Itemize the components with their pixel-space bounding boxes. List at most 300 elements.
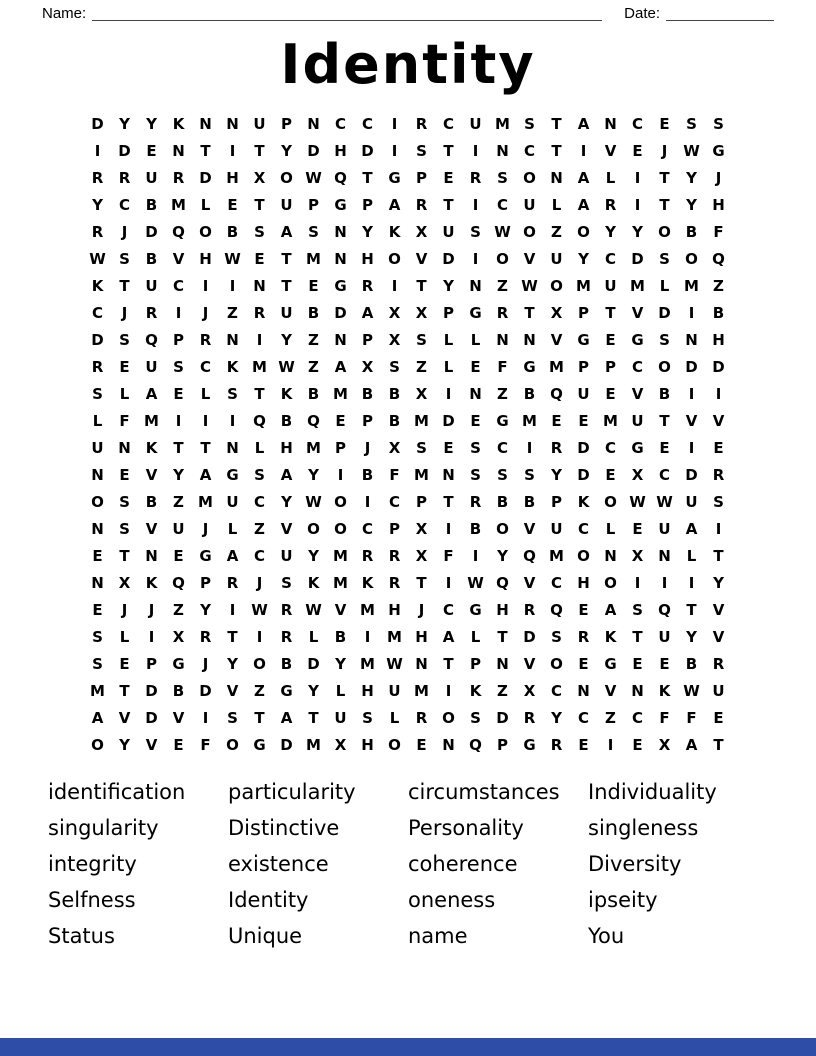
name-blank-line[interactable] xyxy=(92,6,602,21)
grid-letter: B xyxy=(388,384,401,403)
grid-letter: I xyxy=(634,195,641,214)
grid-letter: C xyxy=(199,357,211,376)
grid-letter: D xyxy=(361,141,374,160)
grid-letter: L xyxy=(686,546,697,565)
grid-letter: R xyxy=(712,654,725,673)
grid-letter: V xyxy=(523,573,536,592)
grid-letter: S xyxy=(470,465,481,484)
grid-letter: M xyxy=(603,411,618,430)
grid-letter: N xyxy=(523,330,536,349)
grid-letter: G xyxy=(334,276,347,295)
grid-letter: F xyxy=(659,708,670,727)
grid-letter: R xyxy=(604,195,617,214)
grid-letter: D xyxy=(685,357,698,376)
grid-letter: J xyxy=(661,141,668,160)
grid-letter: E xyxy=(605,465,616,484)
grid-letter: S xyxy=(416,438,427,457)
word-list-item: Selfness xyxy=(48,888,136,912)
grid-letter: Q xyxy=(172,222,185,241)
grid-letter: C xyxy=(631,114,643,133)
grid-letter: C xyxy=(496,195,508,214)
grid-letter: C xyxy=(658,465,670,484)
grid-letter: T xyxy=(281,249,292,268)
grid-letter: E xyxy=(713,438,724,457)
grid-letter: G xyxy=(712,141,725,160)
grid-letter: C xyxy=(577,708,589,727)
grid-letter: U xyxy=(685,492,698,511)
grid-letter: N xyxy=(307,114,320,133)
grid-letter: E xyxy=(173,546,184,565)
grid-letter: M xyxy=(360,600,375,619)
grid-letter: S xyxy=(119,519,130,538)
grid-letter: P xyxy=(281,114,292,133)
grid-letter: Z xyxy=(173,492,184,511)
grid-letter: O xyxy=(91,492,104,511)
grid-letter: R xyxy=(415,195,428,214)
grid-letter: B xyxy=(145,195,158,214)
grid-letter: V xyxy=(712,600,725,619)
grid-letter: V xyxy=(280,519,293,538)
grid-letter: N xyxy=(91,465,104,484)
grid-row xyxy=(84,461,732,488)
grid-letter: L xyxy=(443,330,454,349)
grid-letter: N xyxy=(442,465,455,484)
grid-letter: G xyxy=(388,168,401,187)
grid-letter: A xyxy=(280,708,293,727)
grid-letter: M xyxy=(630,276,645,295)
grid-letter: P xyxy=(470,654,481,673)
grid-letter: M xyxy=(549,357,564,376)
grid-letter: B xyxy=(361,384,374,403)
grid-letter: E xyxy=(119,357,130,376)
grid-letter: G xyxy=(253,735,266,754)
grid-letter: C xyxy=(604,249,616,268)
grid-letter: D xyxy=(712,357,725,376)
grid-letter: A xyxy=(226,546,239,565)
grid-letter: Y xyxy=(605,222,616,241)
grid-letter: U xyxy=(658,627,671,646)
word-list-item: Unique xyxy=(228,924,303,948)
grid-letter: Z xyxy=(308,330,319,349)
grid-letter: F xyxy=(200,735,211,754)
grid-letter: W xyxy=(224,249,241,268)
grid-letter: N xyxy=(685,330,698,349)
grid-letter: T xyxy=(308,708,319,727)
grid-letter: E xyxy=(254,249,265,268)
grid-letter: S xyxy=(713,114,724,133)
grid-letter: O xyxy=(577,222,590,241)
grid-letter: T xyxy=(659,195,670,214)
grid-letter: L xyxy=(254,438,265,457)
grid-letter: E xyxy=(578,600,589,619)
grid-letter: N xyxy=(577,681,590,700)
grid-letter: R xyxy=(550,735,563,754)
grid-letter: B xyxy=(685,222,698,241)
grid-letter: X xyxy=(415,546,428,565)
grid-letter: P xyxy=(389,519,400,538)
grid-letter: Z xyxy=(416,357,427,376)
grid-letter: B xyxy=(388,411,401,430)
grid-letter: I xyxy=(445,519,452,538)
grid-letter: B xyxy=(685,654,698,673)
grid-letter: B xyxy=(172,681,185,700)
grid-letter: L xyxy=(659,276,670,295)
grid-letter: E xyxy=(416,735,427,754)
grid-letter: O xyxy=(334,492,347,511)
grid-letter: U xyxy=(280,195,293,214)
grid-letter: E xyxy=(578,411,589,430)
grid-letter: L xyxy=(335,681,346,700)
grid-letter: Y xyxy=(713,573,724,592)
grid-letter: R xyxy=(361,546,374,565)
grid-letter: J xyxy=(202,519,209,538)
grid-letter: I xyxy=(688,303,695,322)
grid-letter: Y xyxy=(281,141,292,160)
grid-letter: X xyxy=(631,546,644,565)
grid-letter: S xyxy=(389,357,400,376)
grid-letter: B xyxy=(280,411,293,430)
grid-letter: Q xyxy=(550,600,563,619)
grid-letter: P xyxy=(497,735,508,754)
grid-letter: L xyxy=(119,384,130,403)
grid-letter: S xyxy=(281,573,292,592)
grid-letter: S xyxy=(686,114,697,133)
grid-letter: I xyxy=(715,384,722,403)
grid-letter: C xyxy=(604,438,616,457)
grid-letter: K xyxy=(658,681,671,700)
footer-bar xyxy=(0,1038,816,1056)
grid-letter: O xyxy=(550,654,563,673)
grid-letter: K xyxy=(226,357,239,376)
grid-letter: I xyxy=(580,141,587,160)
grid-letter: O xyxy=(307,519,320,538)
grid-letter: I xyxy=(526,438,533,457)
grid-letter: N xyxy=(334,330,347,349)
grid-letter: D xyxy=(658,303,671,322)
grid-letter: U xyxy=(523,195,536,214)
grid-letter: R xyxy=(496,303,509,322)
grid-row xyxy=(84,164,732,191)
grid-letter: K xyxy=(307,573,320,592)
grid-letter: A xyxy=(280,222,293,241)
grid-letter: Z xyxy=(254,681,265,700)
grid-letter: S xyxy=(173,357,184,376)
grid-letter: L xyxy=(389,708,400,727)
grid-letter: S xyxy=(119,330,130,349)
grid-letter: T xyxy=(362,168,373,187)
grid-letter: Z xyxy=(227,303,238,322)
grid-letter: I xyxy=(202,276,209,295)
grid-letter: V xyxy=(604,681,617,700)
grid-letter: V xyxy=(685,411,698,430)
date-blank-line[interactable] xyxy=(666,6,774,21)
grid-letter: O xyxy=(550,276,563,295)
grid-letter: F xyxy=(443,546,454,565)
grid-letter: J xyxy=(364,438,371,457)
grid-letter: I xyxy=(229,411,236,430)
grid-letter: D xyxy=(496,708,509,727)
grid-letter: N xyxy=(118,438,131,457)
grid-row xyxy=(84,353,732,380)
grid-letter: W xyxy=(305,492,322,511)
grid-letter: B xyxy=(280,654,293,673)
grid-letter: I xyxy=(202,708,209,727)
grid-letter: H xyxy=(199,249,212,268)
grid-letter: V xyxy=(118,708,131,727)
grid-letter: Z xyxy=(308,357,319,376)
grid-row xyxy=(84,731,732,758)
grid-letter: Q xyxy=(523,546,536,565)
grid-letter: Q xyxy=(469,735,482,754)
grid-letter: E xyxy=(308,276,319,295)
grid-letter: D xyxy=(685,465,698,484)
grid-letter: Q xyxy=(334,168,347,187)
grid-letter: X xyxy=(523,681,536,700)
grid-letter: S xyxy=(497,465,508,484)
grid-letter: V xyxy=(145,465,158,484)
grid-letter: L xyxy=(92,411,103,430)
grid-letter: E xyxy=(578,654,589,673)
grid-row xyxy=(84,218,732,245)
grid-letter: N xyxy=(334,249,347,268)
grid-letter: S xyxy=(497,168,508,187)
grid-letter: I xyxy=(256,627,263,646)
grid-letter: R xyxy=(145,303,158,322)
grid-letter: Y xyxy=(686,168,697,187)
grid-letter: K xyxy=(172,114,185,133)
grid-letter: T xyxy=(416,276,427,295)
grid-letter: P xyxy=(578,303,589,322)
grid-letter: T xyxy=(659,168,670,187)
grid-letter: R xyxy=(226,573,239,592)
grid-letter: Y xyxy=(119,114,130,133)
grid-letter: V xyxy=(523,249,536,268)
grid-letter: R xyxy=(91,357,104,376)
grid-letter: U xyxy=(442,222,455,241)
grid-letter: R xyxy=(118,168,131,187)
grid-letter: V xyxy=(226,681,239,700)
grid-letter: J xyxy=(715,168,722,187)
grid-letter: I xyxy=(175,411,182,430)
grid-letter: N xyxy=(172,141,185,160)
grid-letter: O xyxy=(523,222,536,241)
grid-letter: C xyxy=(91,303,103,322)
grid-letter: Z xyxy=(497,276,508,295)
grid-letter: T xyxy=(227,627,238,646)
grid-letter: R xyxy=(199,627,212,646)
grid-letter: T xyxy=(119,276,130,295)
grid-letter: G xyxy=(631,330,644,349)
grid-letter: N xyxy=(226,330,239,349)
grid-letter: K xyxy=(280,384,293,403)
grid-letter: Y xyxy=(92,195,103,214)
grid-letter: T xyxy=(524,303,535,322)
grid-letter: A xyxy=(577,168,590,187)
grid-letter: W xyxy=(251,600,268,619)
grid-letter: A xyxy=(685,519,698,538)
grid-letter: I xyxy=(391,141,398,160)
word-list-column xyxy=(588,774,816,954)
grid-letter: U xyxy=(604,276,617,295)
grid-letter: O xyxy=(199,222,212,241)
grid-letter: V xyxy=(523,519,536,538)
grid-letter: G xyxy=(334,195,347,214)
name-label: Name: xyxy=(42,5,87,22)
grid-letter: E xyxy=(605,330,616,349)
grid-letter: U xyxy=(145,168,158,187)
grid-letter: Q xyxy=(658,600,671,619)
grid-letter: L xyxy=(119,627,130,646)
grid-letter: I xyxy=(472,141,479,160)
grid-letter: R xyxy=(172,168,185,187)
grid-letter: O xyxy=(388,249,401,268)
grid-letter: T xyxy=(119,546,130,565)
grid-letter: X xyxy=(253,168,266,187)
grid-letter: H xyxy=(334,141,347,160)
grid-letter: P xyxy=(146,654,157,673)
grid-letter: K xyxy=(91,276,104,295)
grid-letter: R xyxy=(199,330,212,349)
grid-letter: O xyxy=(388,735,401,754)
grid-letter: V xyxy=(145,519,158,538)
grid-letter: M xyxy=(360,654,375,673)
grid-letter: R xyxy=(469,492,482,511)
word-list-item: ipseity xyxy=(588,888,658,912)
grid-letter: A xyxy=(685,735,698,754)
grid-letter: M xyxy=(414,411,429,430)
grid-letter: T xyxy=(416,573,427,592)
header-row xyxy=(0,0,816,22)
grid-letter: E xyxy=(605,384,616,403)
grid-letter: V xyxy=(604,141,617,160)
grid-row xyxy=(84,380,732,407)
grid-letter: S xyxy=(470,438,481,457)
grid-letter: Y xyxy=(632,222,643,241)
grid-letter: E xyxy=(659,114,670,133)
grid-letter: I xyxy=(229,600,236,619)
grid-letter: B xyxy=(145,492,158,511)
word-list-column xyxy=(48,774,228,954)
grid-letter: I xyxy=(472,546,479,565)
grid-letter: V xyxy=(712,411,725,430)
grid-letter: N xyxy=(91,573,104,592)
grid-letter: B xyxy=(307,384,320,403)
grid-letter: P xyxy=(443,303,454,322)
grid-letter: X xyxy=(172,627,185,646)
grid-row xyxy=(84,569,732,596)
grid-letter: C xyxy=(442,114,454,133)
grid-letter: D xyxy=(577,438,590,457)
grid-letter: S xyxy=(254,222,265,241)
grid-letter: D xyxy=(91,330,104,349)
grid-letter: L xyxy=(200,195,211,214)
grid-letter: V xyxy=(145,735,158,754)
grid-letter: L xyxy=(551,195,562,214)
grid-letter: I xyxy=(472,249,479,268)
grid-letter: I xyxy=(175,303,182,322)
grid-letter: Y xyxy=(335,654,346,673)
grid-row xyxy=(84,272,732,299)
puzzle-title: Identity xyxy=(280,33,536,96)
grid-letter: A xyxy=(442,627,455,646)
grid-letter: B xyxy=(334,627,347,646)
grid-letter: M xyxy=(306,438,321,457)
grid-letter: I xyxy=(472,195,479,214)
grid-letter: A xyxy=(145,384,158,403)
grid-letter: U xyxy=(334,708,347,727)
grid-letter: T xyxy=(254,141,265,160)
grid-letter: U xyxy=(658,519,671,538)
grid-letter: S xyxy=(524,114,535,133)
grid-letter: W xyxy=(305,600,322,619)
grid-letter: E xyxy=(632,654,643,673)
grid-letter: T xyxy=(443,195,454,214)
grid-letter: T xyxy=(173,438,184,457)
grid-letter: T xyxy=(443,141,454,160)
grid-letter: E xyxy=(92,546,103,565)
grid-letter: D xyxy=(307,654,320,673)
grid-letter: Z xyxy=(497,681,508,700)
grid-letter: W xyxy=(683,681,700,700)
grid-letter: M xyxy=(144,411,159,430)
grid-letter: J xyxy=(121,303,128,322)
grid-letter: C xyxy=(118,195,130,214)
grid-letter: U xyxy=(550,519,563,538)
grid-letter: O xyxy=(496,249,509,268)
grid-letter: L xyxy=(470,330,481,349)
grid-letter: R xyxy=(91,222,104,241)
grid-letter: N xyxy=(496,141,509,160)
grid-letter: Q xyxy=(145,330,158,349)
grid-letter: U xyxy=(226,492,239,511)
grid-letter: W xyxy=(467,573,484,592)
grid-letter: D xyxy=(199,681,212,700)
grid-letter: T xyxy=(497,627,508,646)
grid-letter: T xyxy=(659,411,670,430)
grid-letter: H xyxy=(361,735,374,754)
grid-letter: Z xyxy=(497,384,508,403)
grid-letter: O xyxy=(334,519,347,538)
grid-letter: I xyxy=(445,681,452,700)
grid-letter: J xyxy=(202,654,209,673)
grid-letter: M xyxy=(198,492,213,511)
grid-letter: J xyxy=(121,222,128,241)
word-list-item: particularity xyxy=(228,780,356,804)
grid-letter: D xyxy=(145,708,158,727)
grid-letter: F xyxy=(497,357,508,376)
grid-letter: A xyxy=(604,600,617,619)
grid-letter: I xyxy=(337,465,344,484)
word-list-item: oneness xyxy=(408,888,496,912)
grid-letter: R xyxy=(415,708,428,727)
grid-letter: N xyxy=(145,546,158,565)
grid-letter: Y xyxy=(308,465,319,484)
grid-letter: Y xyxy=(686,627,697,646)
grid-letter: T xyxy=(551,141,562,160)
grid-letter: L xyxy=(200,384,211,403)
word-list-item: Identity xyxy=(228,888,309,912)
grid-letter: N xyxy=(469,276,482,295)
grid-letter: V xyxy=(550,330,563,349)
grid-letter: I xyxy=(364,627,371,646)
grid-letter: F xyxy=(713,222,724,241)
grid-letter: T xyxy=(686,600,697,619)
grid-letter: O xyxy=(604,573,617,592)
grid-letter: O xyxy=(685,249,698,268)
grid-letter: R xyxy=(523,600,536,619)
grid-letter: L xyxy=(443,357,454,376)
grid-letter: I xyxy=(202,411,209,430)
